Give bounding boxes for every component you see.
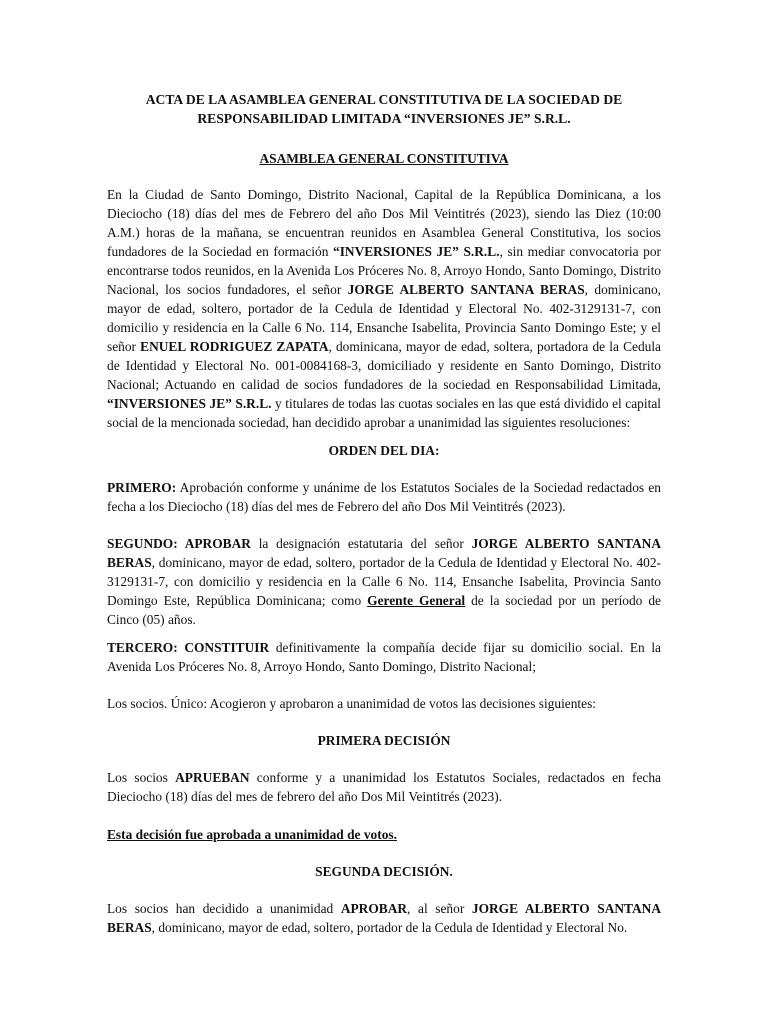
primera-decision-approved (107, 825, 661, 844)
segundo-text-2: , dominicano, mayor de edad, soltero, portador de la Cedula de Identidad y Electoral No. 402-3129131-7, con domicilio y residencia en la Calle 6 No. 114, Ensanche Isabelita, Provincia Santo Domingo Este, República Dominicana; como (107, 555, 661, 608)
segunda-decision-name: JORGE ALBERTO SANTANA BERAS (107, 901, 661, 935)
tercero-paragraph (107, 638, 661, 676)
intro-text-3: , dominicano, mayor de edad, soltero, portador de la Cedula de Identidad y Electoral No. 402-3129131-7, con domicilio y residencia en la Calle 6 No. 114, Ensanche Isabelita, Provincia Santo Domingo Este; y el señor (107, 282, 661, 354)
primera-decision-text-2: conforme y a unanimidad los Estatutos Sociales, redactados en fecha Dieciocho (18) días del mes de febrero del año Dos Mil Veintitrés (2023). (107, 770, 662, 804)
primera-decision-verb: APRUEBAN (175, 770, 250, 785)
primera-decision-heading: PRIMERA DECISIÓN (317, 733, 451, 748)
segunda-decision-paragraph (107, 899, 661, 937)
document-subtitle: ASAMBLEA GENERAL CONSTITUTIVA (259, 151, 509, 166)
segunda-decision-verb: APROBAR (340, 901, 408, 916)
primero-text: Aprobación conforme y unánime de los Estatutos Sociales de la Sociedad redactados en fecha a los Dieciocho (18) días del mes de Febrero del año Dos Mil Veintitrés (2023). (107, 480, 661, 514)
segunda-decision-text-3: , dominicano, mayor de edad, soltero, portador de la Cedula de Identidad y Electoral No. (151, 920, 628, 935)
approved-note: Esta decisión fue aprobada a unanimidad de votos. (107, 827, 397, 842)
intro-text-1: En la Ciudad de Santo Domingo, Distrito Nacional, Capital de la República Dominicana, a los Dieciocho (18) días del mes de Febrero del año Dos Mil Veintitrés (2023), siendo las Diez (10:00 A.M.) horas de la mañana, se encuentran reunidos en Asamblea General Constitutiva, los socios fundadores de la Sociedad en formación (107, 187, 661, 259)
intro-partner-1: JORGE ALBERTO SANTANA BERAS (347, 282, 585, 297)
intro-partner-2: ENUEL RODRIGUEZ ZAPATA (140, 339, 329, 354)
segundo-label: SEGUNDO: APROBAR (107, 536, 251, 551)
intro-text-4: , dominicana, mayor de edad, soltera, portadora de la Cedula de Identidad y Electoral No. 001-0084168-3, domiciliado y residente en Santo Domingo, Distrito Nacional; Actuando en calidad de socios fundadores de la sociedad en Responsabilidad Limitada, (107, 339, 661, 392)
intro-company-name-2: “INVERSIONES JE” S.R.L. (107, 396, 272, 411)
tercero-label: TERCERO: CONSTITUIR (107, 640, 270, 655)
tercero-text: definitivamente la compañía decide fijar su domicilio social. En la Avenida Los Próceres No. 8, Arroyo Hondo, Santo Domingo, Distrito Nacional; (107, 640, 662, 674)
orden-del-dia-heading: ORDEN DEL DIA: (328, 443, 440, 458)
title-line-1: ACTA DE LA ASAMBLEA GENERAL CONSTITUTIVA DE LA SOCIEDAD DE (145, 92, 623, 107)
segundo-role: Gerente General (367, 593, 466, 608)
segundo-text-1: la designación estatutaria del señor (250, 536, 472, 551)
primera-decision-text-1: Los socios (107, 770, 176, 785)
segundo-name: JORGE ALBERTO SANTANA BERAS (107, 536, 661, 570)
segundo-paragraph (107, 534, 661, 629)
intro-company-name-1: “INVERSIONES JE” S.R.L. (333, 244, 500, 259)
document-title (107, 90, 661, 128)
primero-paragraph (107, 478, 661, 516)
segundo-text-3: de la sociedad por un período de Cinco (05) años. (107, 593, 662, 627)
intro-text-2: , sin mediar convocatoria por encontrarse todos reunidos, en la Avenida Los Próceres No. 8, Arroyo Hondo, Santo Domingo, Distrito Nacional, los socios fundadores, el señor (107, 244, 661, 297)
segunda-decision-text-2: , al señor (407, 901, 472, 916)
segunda-decision-text-1: Los socios han decidido a unanimidad (107, 901, 341, 916)
intro-text-5: y titulares de todas las cuotas sociales en las que está dividido el capital social de la mencionada sociedad, han decidido aprobar a unanimidad las siguientes resoluciones: (107, 396, 661, 430)
segunda-decision-heading: SEGUNDA DECISIÓN. (315, 864, 453, 879)
intro-paragraph (107, 185, 661, 432)
primera-decision-paragraph (107, 768, 661, 806)
socios-unico-paragraph: Los socios. Único: Acogieron y aprobaron a unanimidad de votos las decisiones siguientes: (107, 696, 597, 711)
title-line-2: RESPONSABILIDAD LIMITADA “INVERSIONES JE” S.R.L. (197, 111, 571, 126)
primero-label: PRIMERO: (107, 480, 177, 495)
